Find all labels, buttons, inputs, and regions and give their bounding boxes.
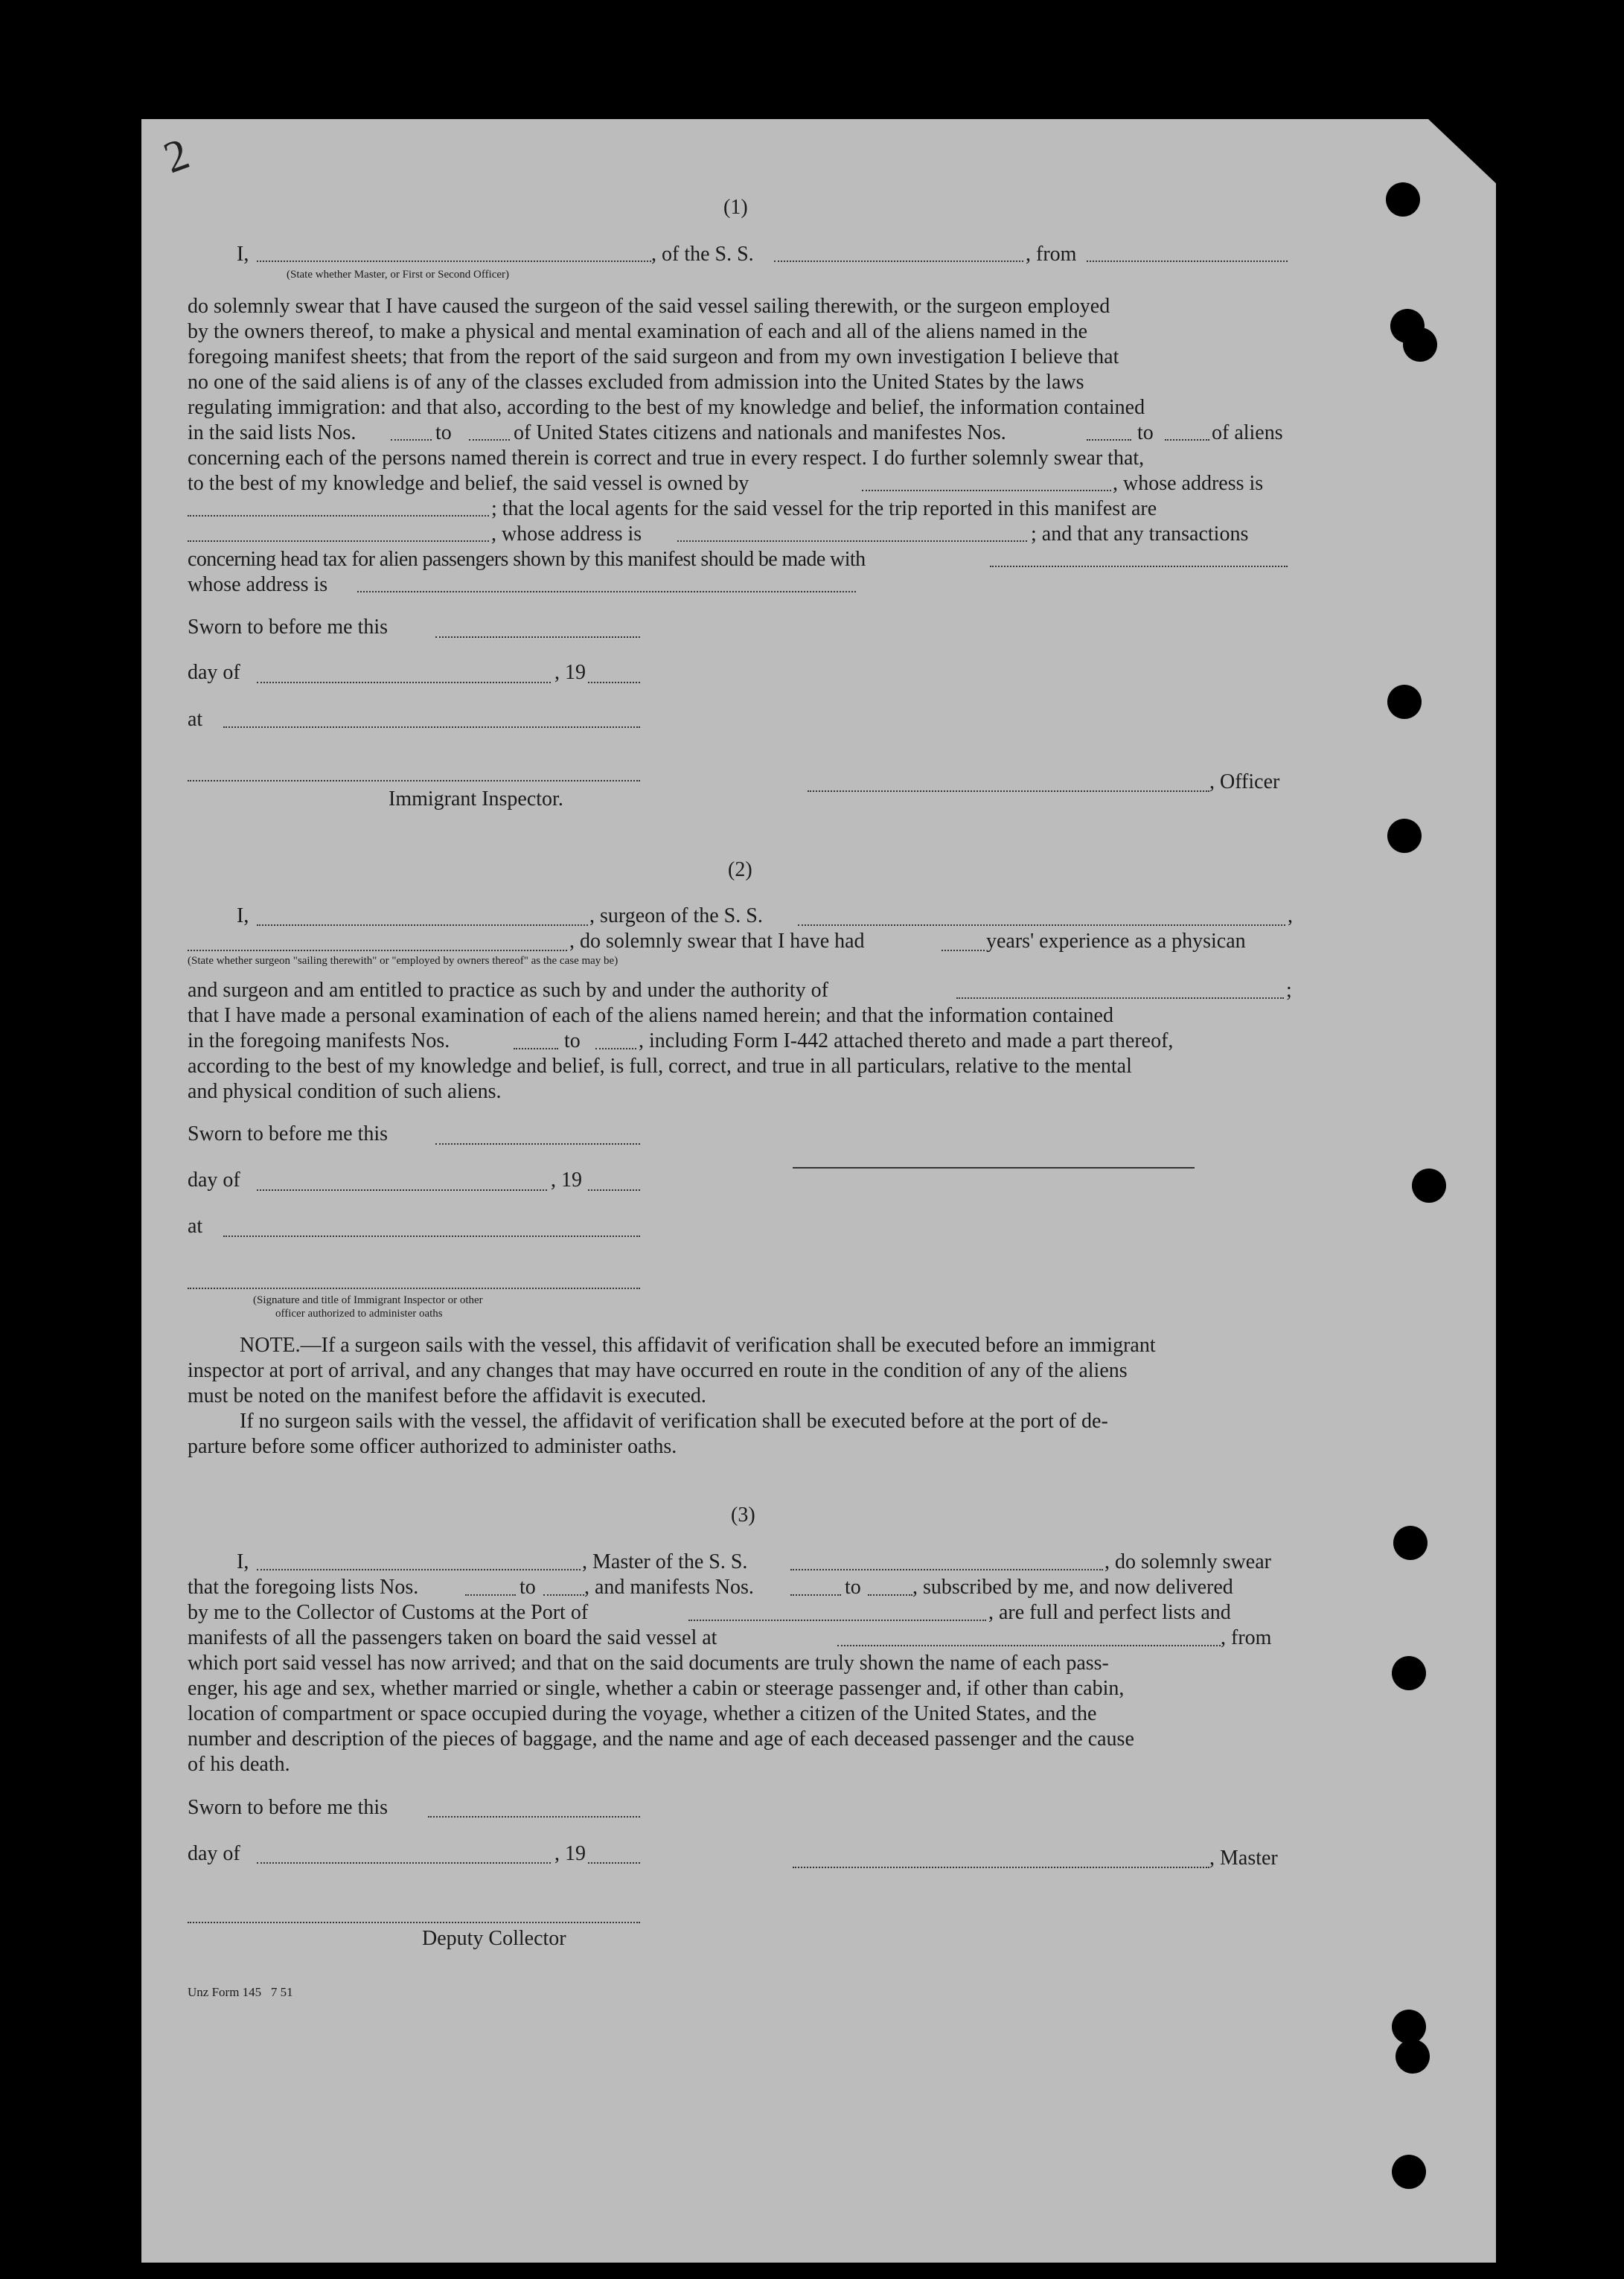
s3-body-4: number and description of the pieces of baggage, and the name and age of each deceased passenger and the cause [188, 1727, 1134, 1751]
s1-body-5: regulating immigration: and that also, according to the best of my knowledge and belief, the information contained [188, 396, 1145, 419]
s2-sworn-blank [435, 1143, 640, 1145]
s3-deputy-signature-line [188, 1922, 640, 1923]
s1-lists-blank-4 [1165, 439, 1209, 441]
s1-owner-blank [862, 490, 1111, 491]
s1-lists-blank-3 [1087, 439, 1131, 441]
s2-body-2: according to the best of my knowledge and belief, is full, correct, and true in all particulars, relative to the mental [188, 1055, 1132, 1078]
s3-manifests-blank-1 [790, 1594, 841, 1596]
s1-at-blank [223, 726, 640, 728]
s1-owner-address-blank [188, 515, 489, 517]
s1-agents-blank [188, 540, 489, 542]
s1-lists-blank-2 [469, 439, 510, 441]
s2-body-3: and physical condition of such aliens. [188, 1080, 502, 1103]
s2-surgeon-signature-line [793, 1167, 1195, 1169]
binder-hole [1387, 685, 1422, 719]
section-3-number: (3) [731, 1503, 755, 1527]
s3-line2-to1: to [520, 1576, 536, 1599]
binder-hole [1386, 182, 1420, 217]
s2-status-blank [188, 950, 567, 951]
binder-hole [1412, 1169, 1446, 1203]
s3-master-label: , Master [1209, 1847, 1278, 1870]
s3-body-1: which port said vessel has now arrived; and that on the said documents are truly shown the name of each pass- [188, 1652, 1109, 1675]
binder-hole [1392, 2010, 1426, 2044]
s3-line3-b: , are full and perfect lists and [988, 1601, 1231, 1624]
s2-manifests-blank-2 [595, 1048, 636, 1049]
s3-body-5: of his death. [188, 1753, 290, 1776]
s2-year: , 19 [551, 1169, 582, 1192]
s1-year: , 19 [554, 661, 586, 684]
s3-body-3: location of compartment or space occupied during the voyage, whether a citizen of the United States, and the [188, 1702, 1097, 1725]
s1-lists-a: in the said lists Nos. [188, 421, 357, 444]
s3-ss-blank [790, 1569, 1103, 1570]
s1-lists-c: of aliens [1212, 421, 1283, 444]
s2-sig-note-2: officer authorized to administer oaths [275, 1308, 443, 1320]
s1-owned-addr: , whose address is [1113, 472, 1264, 495]
s3-lists-blank-1 [465, 1594, 516, 1596]
s3-day-of: day of [188, 1842, 240, 1865]
s2-manifests-blank-1 [514, 1048, 558, 1049]
s2-name-blank [257, 924, 588, 926]
s3-lists-blank-2 [543, 1594, 584, 1596]
note-1-line-2: inspector at port of arrival, and any changes that may have occurred en route in the condition of any of the aliens [188, 1359, 1128, 1382]
section-2-number: (2) [728, 858, 752, 881]
note-2-line-2: parture before some officer authorized to administer oaths. [188, 1435, 677, 1458]
s2-day-blank [257, 1189, 547, 1191]
section-1-number: (1) [723, 196, 748, 219]
binder-hole [1396, 2039, 1430, 2074]
s2-day-of: day of [188, 1169, 240, 1192]
s1-ss-blank [774, 260, 1023, 262]
s3-manifests-blank-2 [868, 1594, 912, 1596]
s2-years-blank [942, 950, 985, 951]
s1-officer-blank [257, 260, 651, 262]
s1-from-label: , from [1026, 243, 1077, 266]
s1-concerning: concerning each of the persons named therein is correct and true in every respect. I do further solemnly swear that, [188, 447, 1145, 470]
s3-swear: , do solemnly swear [1104, 1550, 1271, 1573]
binder-hole [1392, 2155, 1426, 2189]
s3-line4-b: , from [1221, 1626, 1272, 1649]
s3-vessel-port-blank [837, 1645, 1221, 1646]
s3-line2-to2: to [845, 1576, 861, 1599]
form-id: Unz Form 145 7 51 [188, 1985, 293, 1999]
s2-manifests-a: in the foregoing manifests Nos. [188, 1029, 450, 1052]
note-2-line-1: If no surgeon sails with the vessel, the affidavit of verification shall be executed before at the port of de- [240, 1410, 1108, 1433]
s2-ss-blank [798, 924, 1285, 926]
s1-lists-to1: to [435, 421, 452, 444]
s1-body-2: by the owners thereof, to make a physical and mental examination of each and all of the aliens named in the [188, 320, 1088, 343]
s3-year-blank [588, 1862, 640, 1864]
s3-i: I, [237, 1550, 249, 1573]
s2-at-blank [223, 1236, 640, 1237]
s2-at: at [188, 1215, 203, 1238]
s2-years: years' experience as a physican [986, 930, 1246, 953]
s1-year-blank [588, 682, 640, 683]
s1-day-blank [257, 682, 551, 683]
s3-body-2: enger, his age and sex, whether married or single, whether a cabin or steerage passenger and, if other than cabin, [188, 1677, 1125, 1700]
handwritten-mark: 2 [157, 128, 196, 183]
s3-line4-a: manifests of all the passengers taken on board the said vessel at [188, 1626, 717, 1649]
s3-deputy: Deputy Collector [422, 1927, 566, 1950]
s1-body-3: foregoing manifest sheets; that from the report of the said surgeon and from my own investigation I believe that [188, 345, 1119, 368]
s2-i: I, [237, 904, 249, 927]
s1-headtax-blank [990, 566, 1288, 567]
s1-i: I, [237, 243, 249, 266]
s2-surgeon: , surgeon of the S. S. [589, 904, 763, 927]
binder-hole [1403, 327, 1437, 362]
s2-status-note: (State whether surgeon "sailing therewith" or "employed by owners thereof" as the case may be) [188, 955, 618, 967]
s2-manifests-b: , including Form I-442 attached thereto and made a part thereof, [639, 1029, 1174, 1052]
s1-from-blank [1087, 260, 1288, 262]
note-1-line-1: NOTE.—If a surgeon sails with the vessel, this affidavit of verification shall be executed before an immigrant [240, 1334, 1156, 1357]
s1-ss-label: , of the S. S. [651, 243, 754, 266]
s2-body-1: that I have made a personal examination of each of the aliens named herein; and that the information contained [188, 1004, 1113, 1027]
binder-hole [1387, 819, 1422, 853]
s3-line2-b: , and manifests Nos. [584, 1576, 754, 1599]
s3-line2-a: that the foregoing lists Nos. [188, 1576, 419, 1599]
s3-day-blank [257, 1862, 551, 1864]
s2-authority-blank [956, 997, 1284, 999]
s3-master: , Master of the S. S. [582, 1550, 748, 1573]
s1-lists-to2: to [1137, 421, 1154, 444]
s2-manifests-to: to [564, 1029, 581, 1052]
s2-sworn: Sworn to before me this [188, 1122, 389, 1145]
s1-at: at [188, 708, 203, 731]
s1-officer-signature-line [808, 790, 1209, 792]
s2-practice: and surgeon and am entitled to practice as such by and under the authority of [188, 979, 828, 1002]
s1-sworn: Sworn to before me this [188, 616, 389, 639]
s2-sig-note-1: (Signature and title of Immigrant Inspector or other [253, 1294, 483, 1306]
s1-whose: , whose address is [491, 522, 642, 546]
s3-master-signature-line [793, 1867, 1209, 1868]
s1-owned: to the best of my knowledge and belief, the said vessel is owned by [188, 472, 749, 495]
s1-agents-address-blank [677, 540, 1027, 542]
s1-officer-note: (State whether Master, or First or Second Officer) [287, 269, 510, 281]
s3-line2-c: , subscribed by me, and now delivered [912, 1576, 1233, 1599]
s1-headtax: concerning head tax for alien passengers shown by this manifest should be made with [188, 548, 866, 571]
s1-transactions: ; and that any transactions [1031, 522, 1249, 546]
s3-port-blank [688, 1620, 986, 1621]
s2-year-blank [588, 1189, 640, 1191]
s3-sworn: Sworn to before me this [188, 1796, 389, 1819]
s3-name-blank [257, 1569, 581, 1570]
s1-lists-blank-1 [391, 439, 432, 441]
s1-officer: , Officer [1209, 770, 1280, 793]
s1-lists-b: of United States citizens and nationals and manifestes Nos. [514, 421, 1006, 444]
s1-inspector-signature-line [188, 780, 640, 781]
s1-headtax-address-blank [357, 591, 856, 592]
s3-year: , 19 [554, 1842, 586, 1865]
s3-line3-a: by me to the Collector of Customs at the Port of [188, 1601, 589, 1624]
s1-agents: ; that the local agents for the said vessel for the trip reported in this manifest are [491, 497, 1157, 520]
binder-hole [1393, 1526, 1428, 1560]
s2-comma: , [1288, 904, 1293, 927]
s2-semicolon: ; [1286, 979, 1292, 1002]
s1-sworn-blank [435, 636, 640, 638]
s2-inspector-signature-line [188, 1288, 640, 1289]
s1-body-4: no one of the said aliens is of any of the classes excluded from admission into the United States by the laws [188, 371, 1084, 394]
s1-day-of: day of [188, 661, 240, 684]
s3-sworn-blank [428, 1816, 640, 1818]
s1-whose2: whose address is [188, 573, 328, 596]
s1-body-1: do solemnly swear that I have caused the surgeon of the said vessel sailing therewith, or the surgeon employed [188, 295, 1110, 318]
s2-swear: , do solemnly swear that I have had [569, 930, 865, 953]
note-1-line-3: must be noted on the manifest before the affidavit is executed. [188, 1384, 706, 1407]
s1-inspector: Immigrant Inspector. [389, 787, 563, 811]
binder-hole [1392, 1656, 1426, 1690]
